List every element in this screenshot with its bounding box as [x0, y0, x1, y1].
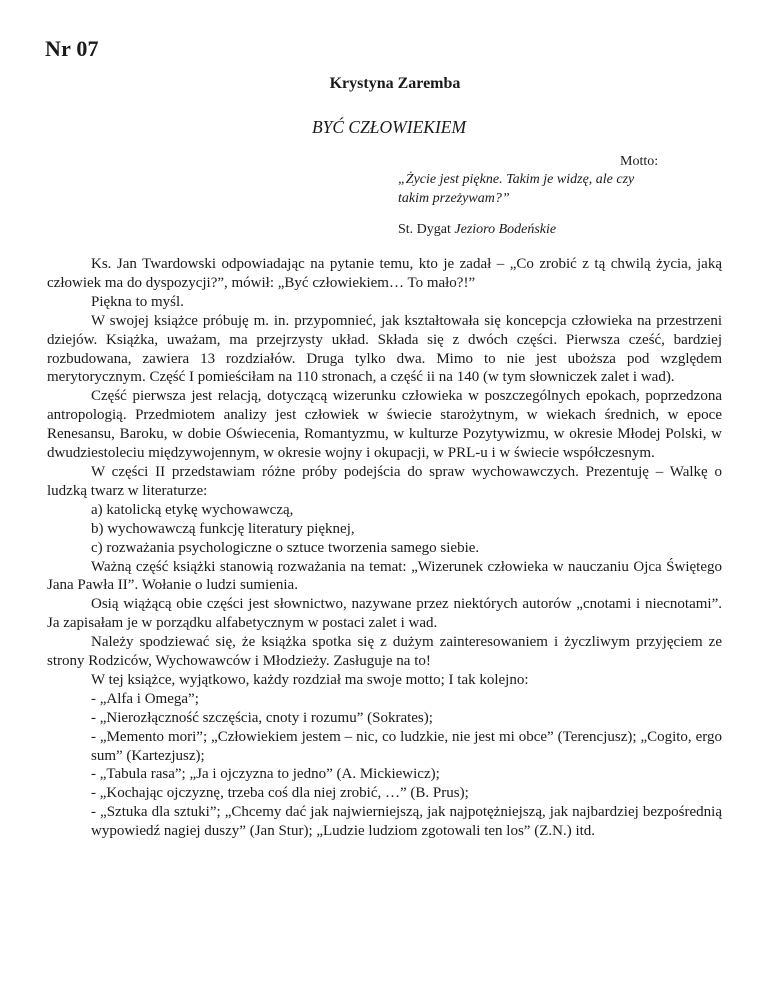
paragraph-6: Ważną część książki stanowią rozważania na temat: „Wizerunek człowieka w nauczaniu Ojca Świętego Jana Pawła II”. Wołanie o ludzi sumienia. — [47, 558, 722, 594]
motto-quote: „Życie jest piękne. Takim je widzę, ale czy takim przeżywam?” — [398, 172, 635, 206]
paragraph-7: Osią wiążącą obie części jest słownictwo, nazywane przez niektórych autorów „cnotami i niecnotami”. Ja zapisałam je w porządku alfabetycznym w postaci zalet i wad. — [47, 596, 722, 632]
paragraph-2: Piękna to myśl. — [91, 293, 184, 310]
motto-list-item-5: - „Kochając ojczyznę, trzeba coś dla niej zrobić, …” (B. Prus); — [91, 785, 469, 802]
paragraph-8: Należy spodziewać się, że książka spotka się z dużym zainteresowaniem i życzliwym przyjęciem ze strony Rodziców, Wychowawców i Młodzieży. Zasługuje na to! — [47, 634, 722, 670]
motto-source-author: St. Dygat — [398, 222, 455, 237]
motto-source-title: Jezioro Bodeńskie — [454, 222, 557, 237]
paragraph-1: Ks. Jan Twardowski odpowiadając na pytanie temu, kto je zadał – „Co zrobić z tą chwilą życia, jaką człowiek ma do dyspozycji?”, mówił: „Być człowiekiem… To mało?!” — [47, 256, 722, 291]
issue-number: Nr 07 — [45, 36, 99, 61]
motto-list-item-6: - „Sztuka dla sztuki”; „Chcemy dać jak najwierniejszą, jak najpotężniejszą, jak najbardziej bezpośrednią wypowiedź nagiej duszy” (Jan Stur); „Ludzie ludziom zgotowali ten los” (Z.N.) itd. — [91, 804, 722, 840]
motto-list-item-2: - „Nierozłączność szczęścia, cnoty i rozumu” (Sokrates); — [91, 709, 433, 726]
paragraph-9: W tej książce, wyjątkowo, każdy rozdział ma swoje motto; I tak kolejno: — [91, 671, 529, 688]
list-item-c: c) rozważania psychologiczne o sztuce tworzenia samego siebie. — [91, 539, 480, 556]
list-item-a: a) katolicką etykę wychowawczą, — [91, 501, 294, 518]
author-name: Krystyna Zaremba — [329, 75, 461, 92]
paragraph-4: Część pierwsza jest relacją, dotyczącą wizerunku człowieka w poszczególnych epokach, poprzedzona antropologią. Przedmiotem analizy jest człowiek w świecie starożytnym, w wiekach średnich, w epoce Renesansu, Baroku, w dobie Oświecenia, Romantyzmu, w kulturze Pozytywizmu, w okresie Młodej Polski, w dwudziestoleciu międzywojennym, w okresie wojny i okupacji, w PRL-u i w świecie współczesnym. — [47, 388, 722, 462]
paragraph-3: W swojej książce próbuję m. in. przypomnieć, jak kształtowała się koncepcja człowieka na przestrzeni dziejów. Książka, uważam, ma przejrzysty układ. Składa się z dwóch części. Pierwsza cześć, bardziej rozbudowana, zawiera 13 rozdziałów. Druga tylko dwa. Mimo to nie jest uboższa pod względem merytorycznym. Część I pomieściłam na 110 stronach, a część ii na 140 (w tym słowniczek zalet i wad). — [47, 312, 722, 386]
motto-list-item-1: - „Alfa i Omega”; — [91, 690, 199, 707]
body-text — [47, 255, 722, 841]
motto-source — [398, 222, 556, 238]
list-item-b: b) wychowawczą funkcję literatury pięknej, — [91, 520, 355, 537]
motto-list-item-4: - „Tabula rasa”; „Ja i ojczyzna to jedno” (A. Mickiewicz); — [91, 766, 440, 783]
document-title: BYĆ CZŁOWIEKIEM — [311, 117, 467, 137]
motto-list-item-3: - „Memento mori”; „Człowiekiem jestem – nic, co ludzkie, nie jest mi obce” (Terencjusz); „Cogito, ergo sum” (Kartezjusz); — [91, 728, 722, 764]
motto-label: Motto: — [620, 154, 659, 169]
paragraph-5: W części II przedstawiam różne próby podejścia do spraw wychowawczych. Prezentuję – Walkę o ludzką twarz w literaturze: — [47, 463, 722, 499]
